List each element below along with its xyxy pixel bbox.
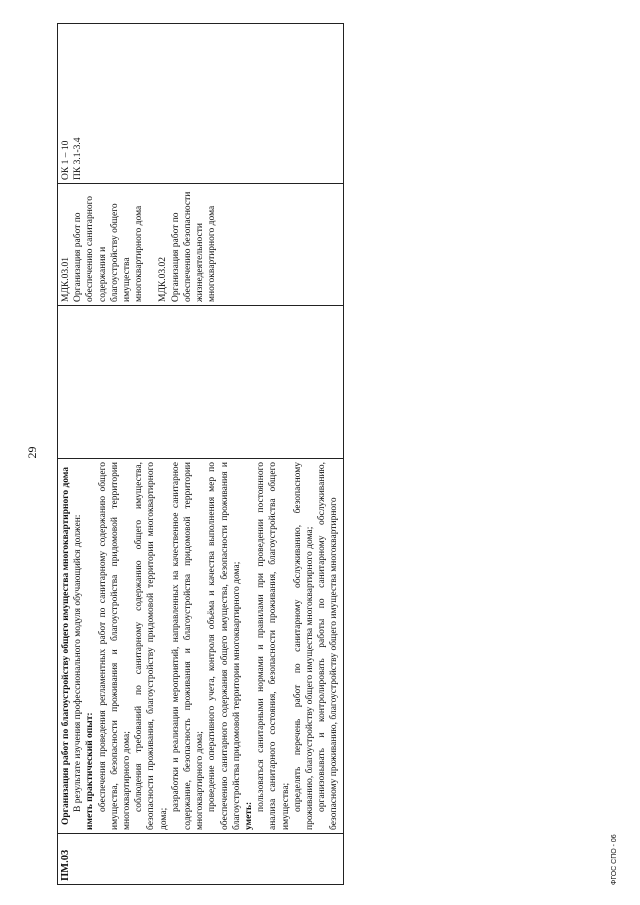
mdk-name: Организация работ по обеспечению санитарного содержания и благоустройству общего имущества многоквартирного дома (73, 195, 145, 302)
module-code-cell (58, 834, 343, 884)
spacer (145, 187, 157, 302)
experience-item: соблюдения требований по санитарному содержанию общего имущества, безопасности проживания, благоустройству придомовой территории многоквартирного дома; (134, 462, 169, 830)
hours-cell (58, 306, 343, 459)
mdk-code: МДК.03.02 (158, 256, 169, 302)
mdk-name: Организация работ по обеспечению безопасности жизнедеятельности многоквартирного дома (170, 191, 218, 302)
module-code: ПМ.03 (60, 849, 71, 881)
competency-code: ПК 3.1-3.4 (73, 137, 84, 180)
module-content-cell (58, 459, 343, 834)
experience-item: обеспечения проведения регламентных работ по санитарному содержанию общего имущества, безопасности проживания и благоустройства придомовой территории многоквартирного дома; (97, 462, 133, 830)
module-intro: В результате изучения профессионального модуля обучающийся должен: (73, 514, 84, 812)
mdk-code: МДК.03.01 (61, 256, 71, 302)
competencies-cell (58, 24, 343, 184)
skills-item: пользоваться санитарными нормами и правилами при проведении постоянного анализа санитарного состояния, безопасности проживания, благоустройства общего имущества; (256, 462, 291, 830)
mdk-cell (58, 184, 343, 306)
skills-item: определять перечень работ по санитарному обслуживанию, безопасному проживанию, благоустройству общего имущества многоквартирного дома; (292, 462, 316, 830)
skills-item: организовывать и контролировать работы по санитарному обслуживанию, безопасному проживанию, благоустройству общего имущества многоквартирного (317, 462, 340, 830)
page-number: 29 (25, 446, 39, 459)
experience-item: разработки и реализации мероприятий, направленных на качественное санитарное содержание, безопасность проживания и благоустройства придомовой территории многоквартирного дома; (170, 462, 206, 830)
module-title: Организация работ по благоустройству общего имущества многоквартирного дома (61, 467, 71, 826)
curriculum-table (57, 23, 344, 885)
competency-code: ОК 1 – 10 (61, 140, 71, 180)
skills-label: уметь: (244, 801, 255, 830)
footer-label: ФГОС СПО - 06 (611, 834, 618, 885)
experience-item: проведение оперативного учета, контроля объёма и качества выполнения мер по обеспечению санитарного содержания общего имущества, безопасности проживания и благоустройства придомовой территории многоквартирного дома; (207, 462, 242, 830)
experience-label: иметь практический опыт: (85, 712, 96, 830)
